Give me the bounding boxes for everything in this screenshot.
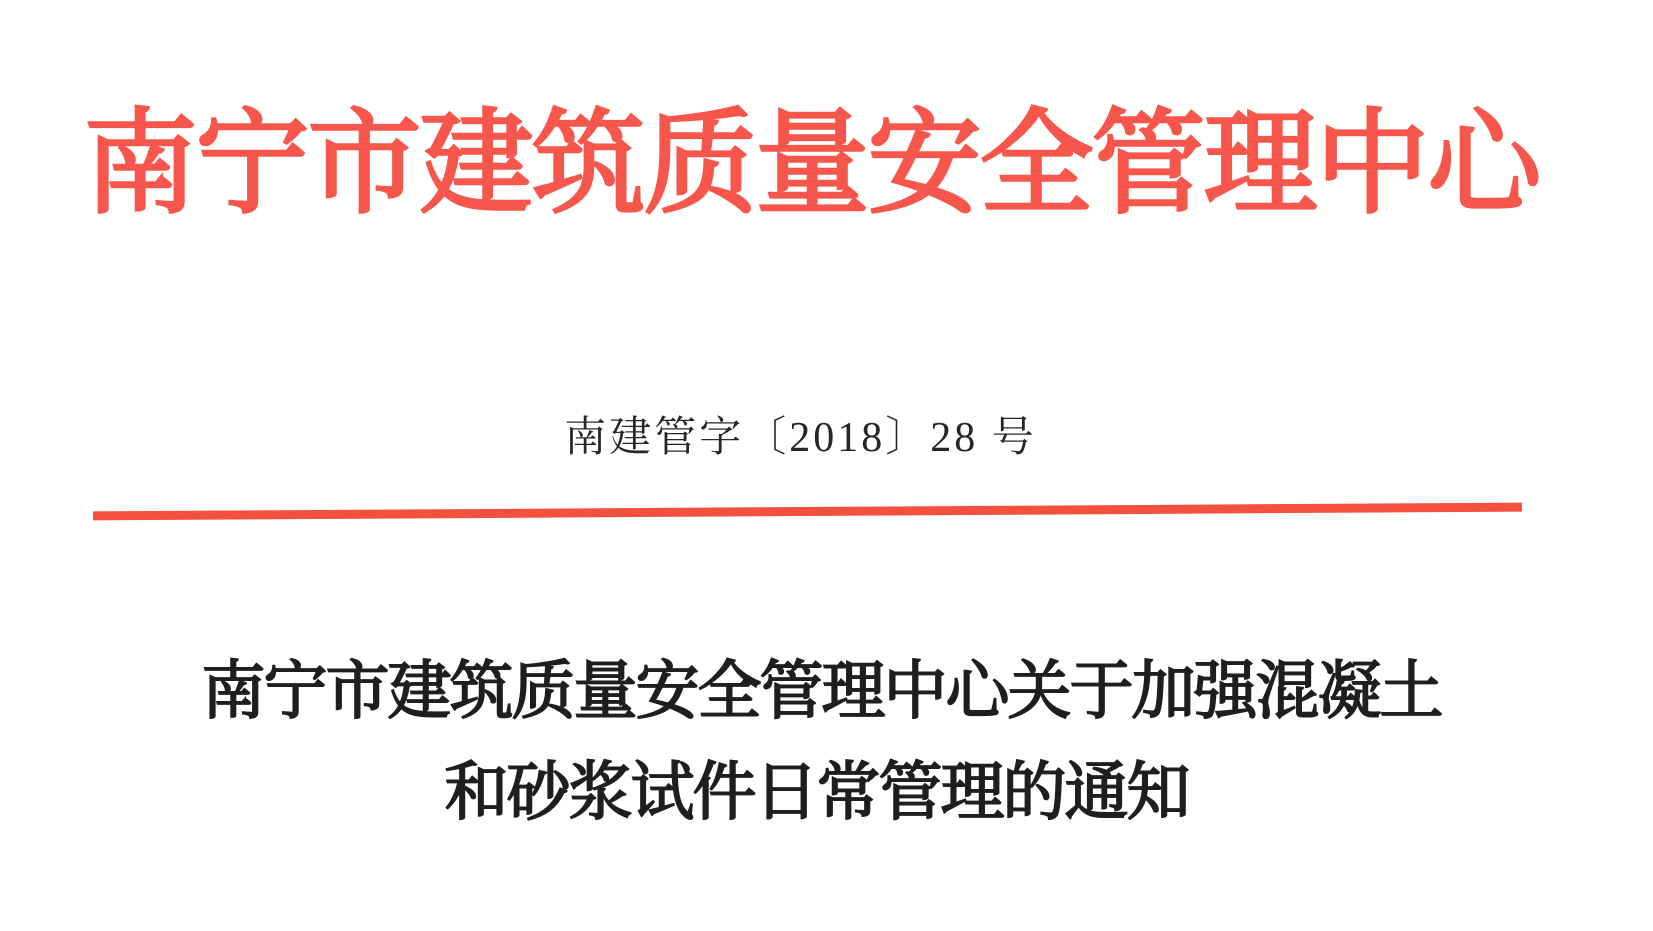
document-number: 南建管字〔2018〕28 号 <box>564 415 1037 461</box>
notice-title-line-1: 南宁市建筑质量安全管理中心关于加强混凝土 <box>201 656 1442 727</box>
notice-title <box>0 656 1653 828</box>
red-divider-line <box>93 503 1522 521</box>
notice-title-line-2: 和砂浆试件日常管理的通知 <box>444 757 1189 828</box>
letterhead-org-name: 南宁市建筑质量安全管理中心 <box>83 101 1540 228</box>
